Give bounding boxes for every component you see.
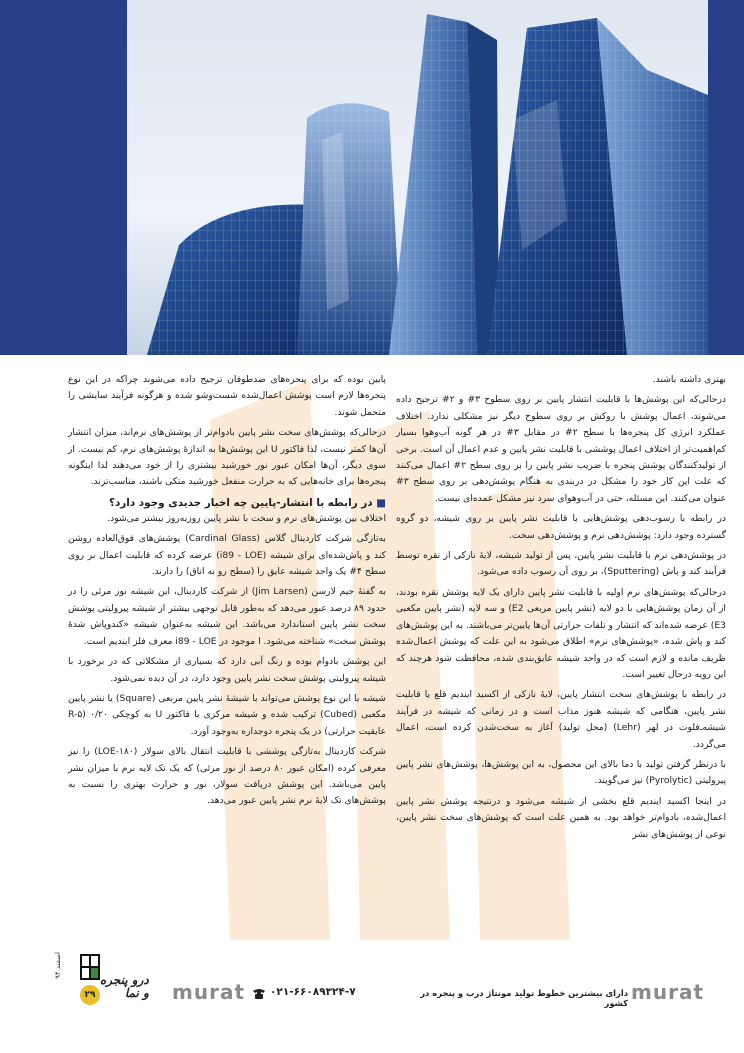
page-footer <box>0 952 744 1053</box>
paragraph: در پوشش‌دهی نرم با قابلیت نشر پایین، پس از تولید شیشه، لایهٔ نازکی از نقره توسط فرآیند کند و پاش (Sputtering)، بر روی آن رسوب داده می‌شود. <box>396 550 726 578</box>
section-heading <box>68 495 386 511</box>
header-band-left <box>0 0 127 355</box>
murat-logo-right <box>631 980 704 1004</box>
magazine-title-line: درو پنجره <box>100 973 149 987</box>
magazine-title <box>100 974 149 1000</box>
paragraph: درحالی‌که پوشش‌های سخت نشر پایین بادوام‌تر از پوشش‌های نرم‌اند، میزان انتشار آن‌ها کمتر نیست، لذا فاکتور U این پوشش‌ها به اندازهٔ پوشش‌های نرم، کم نیست. از سوی دیگر، آن‌ها امکان عبور نور خورشید بیشتری را از خود می‌دهند لذا اینگونه پنجره‌ها برای خانه‌هایی که به حرارت منفعل خورشید متکی باشند، مناسب‌ترند. <box>68 427 386 488</box>
paragraph: پایین بوده که برای پنجره‌های ضدطوفان ترجیح داده می‌شوند چراکه در این نوع پنجره‌ها لازم است پوشش اعمال‌شده شست‌وشو شده و هرگونه فرآیند سایشی را متحمل شوند. <box>68 374 386 418</box>
paragraph: در رابطه با رسوب‌دهی پوشش‌هایی با قابلیت نشر پایین بر روی شیشه، دو گروه گسترده وجود دارد: پوشش‌دهی نرم و پوشش‌دهی سخت. <box>396 513 726 541</box>
paragraph: اختلاف بین پوشش‌های نرم و سخت با نشر پایین روزبه‌روز بیشتر می‌شود. <box>107 512 386 524</box>
paragraph: در اینجا اکسید ایندیم قلع بخشی از شیشه می‌شود و درنتیجه پوشش نشر پایین اعمال‌شده، بادوام‌تر خواهد بود. به همین علت است که پوشش‌های سخت نشر پایین، نوعی از پوشش‌های نشر <box>396 795 726 840</box>
paragraph: بهتری داشته باشند. <box>652 374 726 385</box>
paragraph: به‌تازگی شرکت کاردینال گلاس (Cardinal Glass) پوشش‌های فوق‌العاده روشن کند و پاش‌شده‌ای برای شیشه (i89 - LOE) عرضه کرده که قابلیت اعمال بر روی سطح ۴# یک واحد شیشه عایق را (سطح رو به اتاق) را دارند. <box>68 533 386 578</box>
magazine-issue: اسفند ۹۴ <box>54 952 62 979</box>
article-column-left <box>68 372 386 814</box>
skyscraper-illustration <box>127 0 708 355</box>
header-band-right <box>708 0 744 355</box>
phone-icon <box>252 988 266 1000</box>
paragraph: درحالی‌که پوشش‌های نرم اولیه با قابلیت نشر پایین دارای یک لایه پوشش نقره بودند، از آن زمان پوشش‌هایی با دو لایه (نشر پایین مربعی E2) و سه لایه (نشر پایین مکعبی E3) عرضه شده‌اند که انتشار و تلفات حرارتی آن‌ها پایین‌تر می‌باشند. به این پوشش‌های کند و پاش شده، «پوشش‌های نرم» اطلاق می‌شود به این علت که پوشش اعمال‌شده ظریف مانده و لازم است که در واحد شیشه عایق‌بندی شده، محافظت شود هرچند که این رویه درحال تغییر است. <box>396 586 726 680</box>
heading-bullet-icon: ■ <box>376 496 386 509</box>
footer-phone: ۰۲۱-۶۶۰۸۹۳۲۴-۷ <box>270 986 356 998</box>
page-number: ۲۹ <box>80 985 100 1005</box>
header-photo <box>127 0 708 355</box>
section-heading-text: در رابطه با انتشار-پایین چه اخبار جدیدی وجود دارد؟ <box>108 496 373 509</box>
magazine-title-line: و نما <box>124 986 149 1000</box>
paragraph: در رابطه با پوشش‌های سخت انتشار پایین، لایهٔ نازکی از اکسید ایندیم قلع یا قابلیت نشر پایین، هنگامی که شیشه هنوز مذاب است و در زمانی که شیشه در فرآیند شیشه‌ـ‌فلوت در لهر (Lehr) (محل تولید) آغاز به سخت‌شدن کرده است، اعمال می‌گردد. <box>396 689 726 750</box>
magazine-logo-icon <box>70 954 126 1050</box>
brand-text: murat <box>172 980 245 1004</box>
paragraph: درحالی‌که این پوشش‌ها با قابلیت انتشار پایین بر روی سطوح ۳# و ۲# ترجیح داده می‌شوند، اعمال پوشش با روکش بر روی سطوح دیگر نیز مشکلی ندارد. اختلاف عملکرد انرژی کل پنجره‌ها با سطح ۲# در مقابل ۳# در هر گونه آب‌وهوا بسیار کم‌اهمیت‌تر از اختلاف اعمال پوششی با قابلیت نشر پایین و عدم اعمال آن است. برخی از تولیدکنندگان پوشش پنجره با ضریب نشر پایین را بر روی سطح ۲# اعمال می‌کنند که علت این کار خود را مشکل در دربندی به هنگام پوشش‌دهی بر روی سطح ۳# عنوان می‌کنند. این مسئله، حتی در آب‌وهوای سرد نیز مشکل عمده‌ای نیست. <box>396 394 727 504</box>
article-column-right <box>396 372 726 847</box>
footer-tagline: دارای بیشترین خطوط تولید مونتاژ درب و پنجره در کشور <box>420 988 628 1008</box>
murat-logo-left <box>172 980 245 1004</box>
brand-text: murat <box>631 980 704 1004</box>
paragraph: این پوشش بادوام بوده و رنگ آبی دارد که بسیاری از مشکلاتی که در برخورد با شیشه پیرولیتی پوشش سخت نشر پایین وجود دارد، در آن دیده نمی‌شود. <box>68 656 386 684</box>
paragraph: به گفتهٔ جیم لارسن (Jim Larsen) از شرکت کاردینال، این شیشه نور مرئی را در حدود ۸۹ درصد عبور می‌دهد که به‌طور قابل توجهی بیشتر از شیشه پیرولیتی پوشش سخت نشر پایین استاندارد می‌باشد. این شیشه به‌عنوان شیشه «کندوپاش شدهٔ پوشش سخت» شناخته می‌شود. ا موجود در i89 - LOE معرف فلز ایندیم است. <box>68 586 386 647</box>
paragraph: با درنظر گرفتن تولید با دما بالای این محصول، به این پوشش‌ها، پوشش‌های نشر پایین پیرولیتی (Pyrolytic) نیز می‌گویند. <box>396 758 726 787</box>
paragraph: شیشه با این نوع پوشش می‌تواند با شیشهٔ نشر پایین مربعی (Square) یا نشر پایین مکعبی (Cubed) ترکیب شده و شیشه مرکزی با فاکتور U به کوچکی ۰/۲۰ (R-۵ عایقیت حرارتی) در یک پنجره دوجداره به‌وجود آورد. <box>68 692 386 737</box>
paragraph: شرکت کاردینال به‌تازگی پوششی با قابلیت انتقال بالای سولار (LOE-۱۸۰) را نیز معرفی کرده (امکان عبور ۸۰ درصد از نور مرئی) که یک تک لایه نرم با میزان نشر پایین می‌باشد. این پوشش دریافت سولار، نور و حرارت بهتری را نسبت به پوشش‌های تک لایهٔ نرم نشر پایین عبور می‌دهد. <box>68 746 386 807</box>
